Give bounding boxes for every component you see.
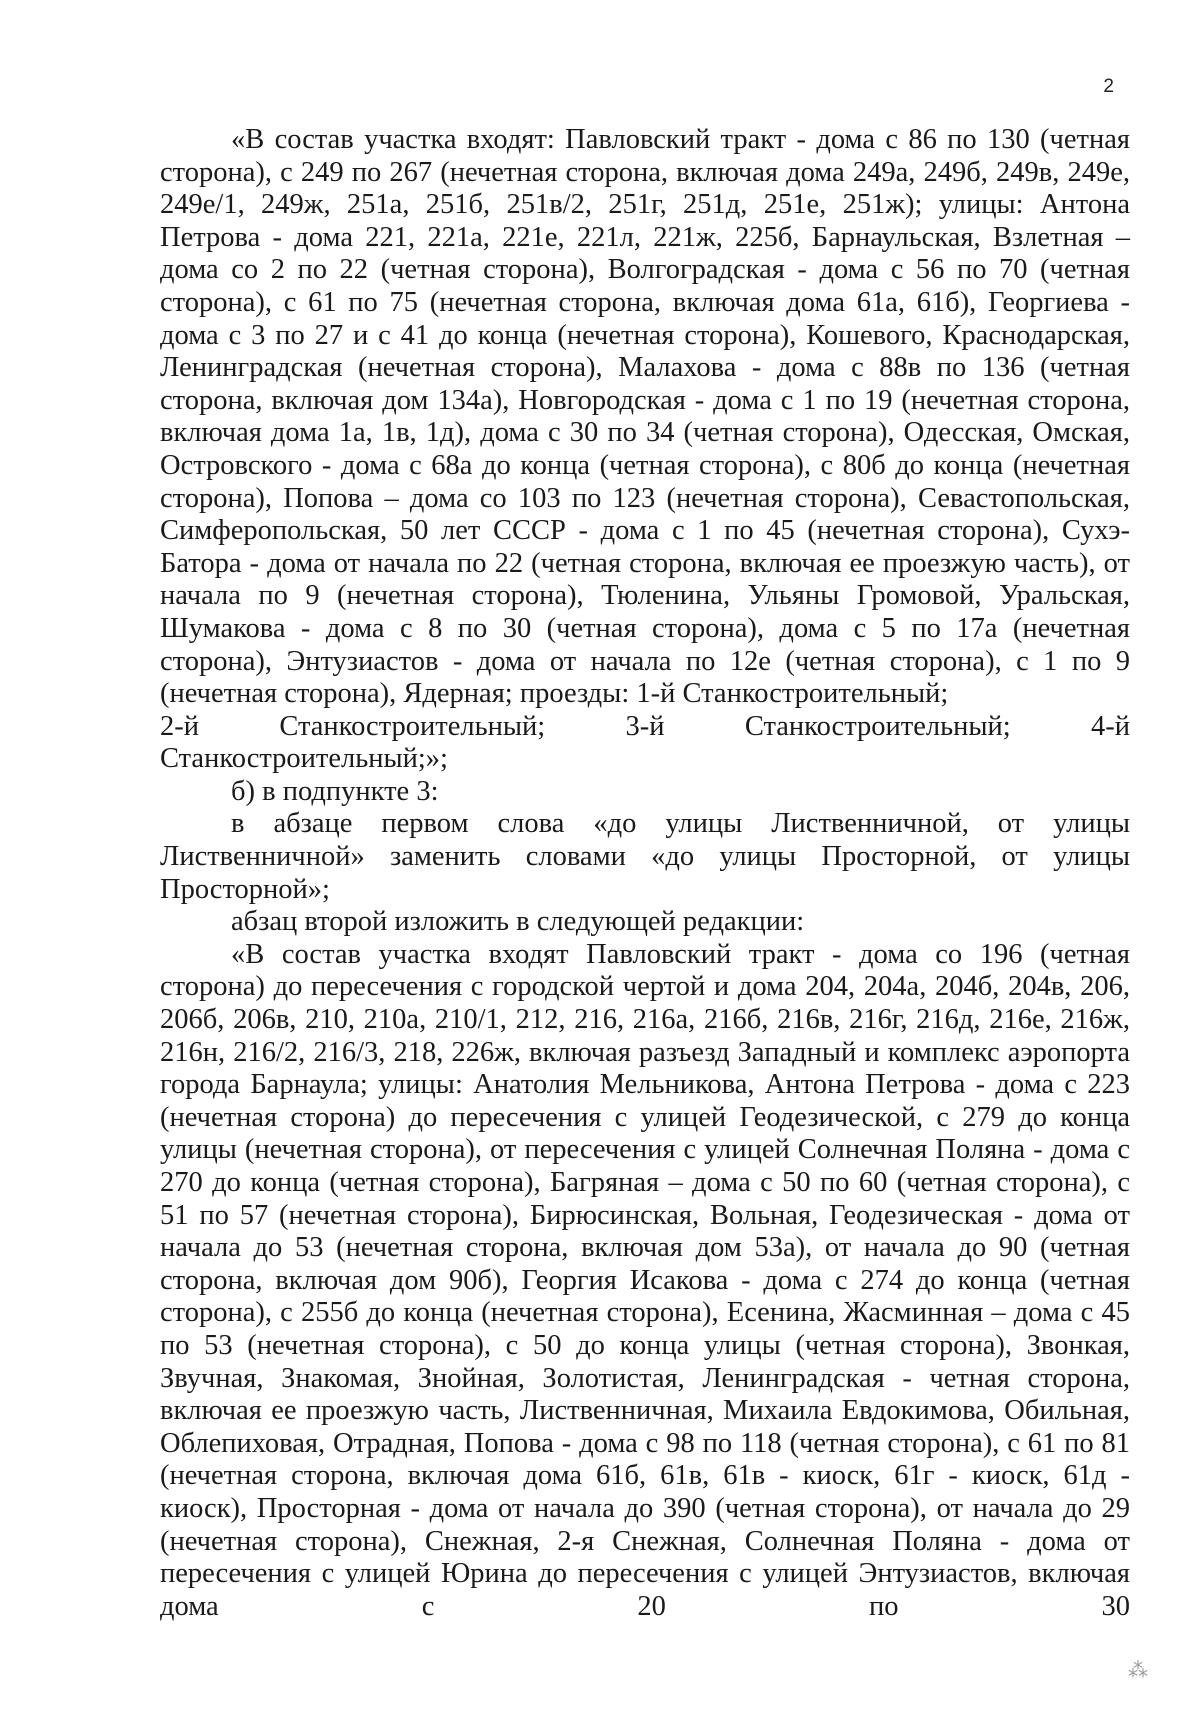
paragraph-district-1-list-end: 2-й Станкостроительный; 3-й Станкостроительный; 4-й Станкостроительный;»;: [160, 710, 1130, 775]
scan-artifact-mark: ⁂: [1128, 1658, 1148, 1682]
paragraph-second-abzac: абзац второй изложить в следующей редакции:: [231, 906, 805, 938]
paragraph-district-2-list: «В состав участка входят Павловский тракт - дома со 196 (четная сторона) до пересечения с городской чертой и дома 204, 204а, 204б, 204в, 206, 206б, 206в, 210, 210а, 210/1, 212, 216, 216а, 216б, 216в, 216г, 216д, 216е, 216ж, 216н, 216/2, 216/3, 218, 226ж, включая разъезд Западный и комплекс аэропорта города Барнаула; улицы: Анатолия Мельникова, Антона Петрова - дома с 223 (нечетная сторона) до пересечения с улицей Геодезической, с 279 до конца улицы (нечетная сторона), от пересечения с улицей Солнечная Поляна - дома с 270 до конца (четная сторона), Багряная – дома с 50 по 60 (четная сторона), с 51 по 57 (нечетная сторона), Бирюсинская, Вольная, Геодезическая - дома от начала до 53 (нечетная сторона, включая дом 53а), от начала до 90 (четная сторона, включая дом 90б), Георгия Исакова - дома с 274 до конца (четная сторона), с 255б до конца (нечетная сторона), Есенина, Жасминная – дома с 45 по 53 (нечетная сторона), с 50 до конца улицы (четная сторона), Звонкая, Звучная, Знакомая, Знойная, Золотистая, Ленинградская - четная сторона, включая ее проезжую часть, Лиственничная, Михаила Евдокимова, Обильная, Облепиховая, Отрадная, Попова - дома с 98 по 118 (четная сторона), с 61 по 81 (нечетная сторона, включая дома 61б, 61в, 61в - киоск, 61г - киоск, 61д - киоск), Просторная - дома от начала до 390 (четная сторона), от начала до 29 (нечетная сторона), Снежная, 2-я Снежная, Солнечная Поляна - дома от пересечения с улицей Юрина до пересечения с улицей Энтузиастов, включая дома с 20 по 30: [160, 938, 1130, 1622]
paragraph-replace-words: в абзаце первом слова «до улицы Лиственничной, от улицы Лиственничной» заменить словами «до улицы Просторной, от улицы Просторной»;: [160, 808, 1130, 905]
document-body: [160, 124, 1130, 1623]
page-number: 2: [1103, 76, 1114, 97]
paragraph-subclause-3: б) в подпункте 3:: [231, 775, 439, 807]
paragraph-district-1-list: «В состав участка входят: Павловский тракт - дома с 86 по 130 (четная сторона), с 249 по 267 (нечетная сторона, включая дома 249а, 249б, 249в, 249е, 249е/1, 249ж, 251а, 251б, 251в/2, 251г, 251д, 251е, 251ж); улицы: Антона Петрова - дома 221, 221а, 221е, 221л, 221ж, 225б, Барнаульская, Взлетная – дома со 2 по 22 (четная сторона), Волгоградская - дома с 56 по 70 (четная сторона), с 61 по 75 (нечетная сторона, включая дома 61а, 61б), Георгиева - дома с 3 по 27 и с 41 до конца (нечетная сторона), Кошевого, Краснодарская, Ленинградская (нечетная сторона), Малахова - дома с 88в по 136 (четная сторона, включая дом 134а), Новгородская - дома с 1 по 19 (нечетная сторона, включая дома 1а, 1в, 1д), дома с 30 по 34 (четная сторона), Одесская, Омская, Островского - дома с 68а до конца (четная сторона), с 80б до конца (нечетная сторона), Попова – дома со 103 по 123 (нечетная сторона), Севастопольская, Симферопольская, 50 лет СССР - дома с 1 по 45 (нечетная сторона), Сухэ-Батора - дома от начала по 22 (четная сторона, включая ее проезжую часть), от начала по 9 (нечетная сторона), Тюленина, Ульяны Громовой, Уральская, Шумакова - дома с 8 по 30 (четная сторона), дома с 5 по 17а (нечетная сторона), Энтузиастов - дома от начала по 12е (четная сторона), с 1 по 9 (нечетная сторона), Ядерная; проезды: 1-й Станкостроительный;: [160, 124, 1130, 710]
